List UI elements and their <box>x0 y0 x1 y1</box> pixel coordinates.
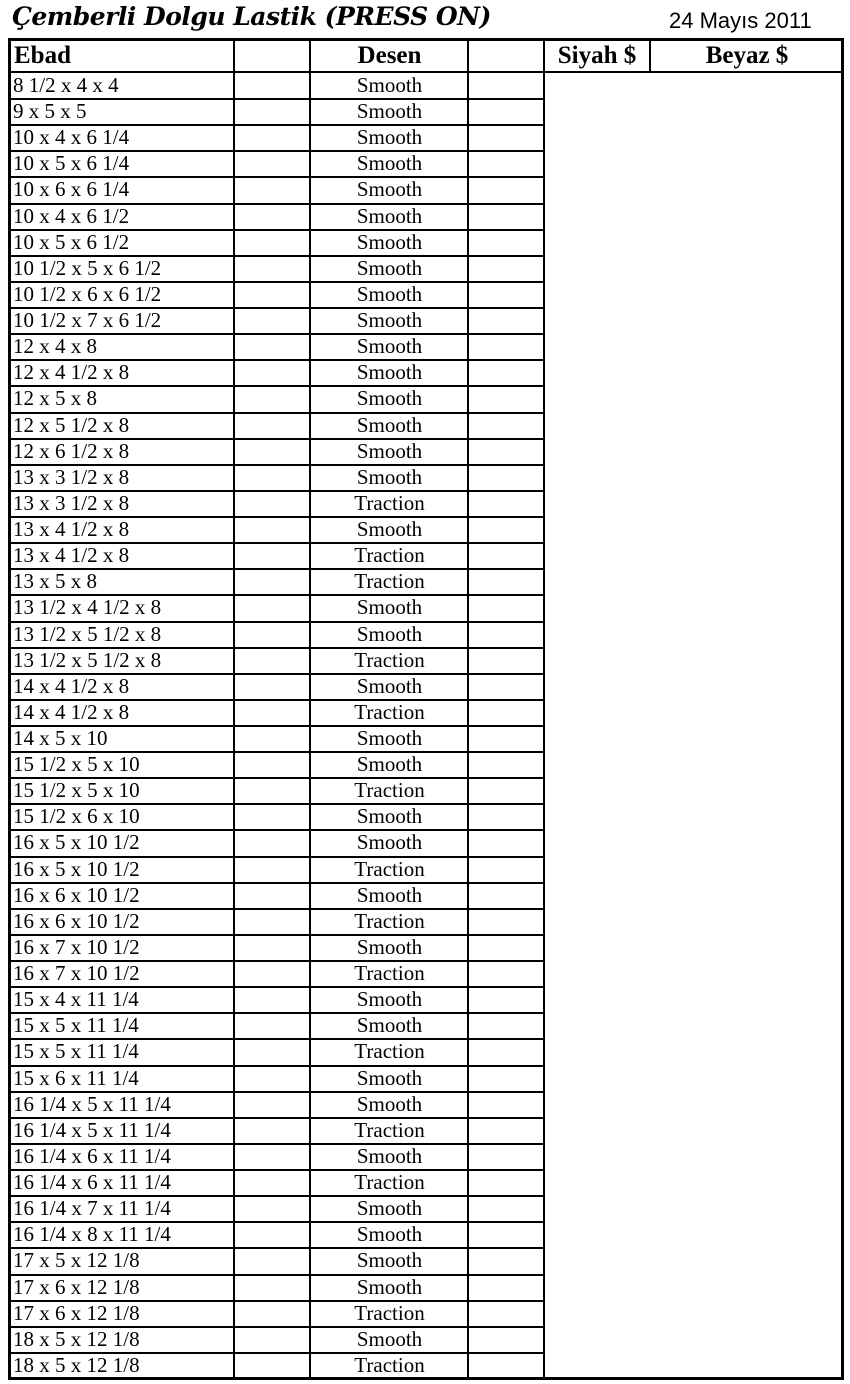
table-cell-ebad: 10 1/2 x 5 x 6 1/2 <box>13 255 162 280</box>
table-cell-desen: Smooth <box>356 229 423 254</box>
table-cell-ebad: 12 x 4 x 8 <box>13 334 97 359</box>
table-cell-ebad: 10 x 5 x 6 1/2 <box>13 229 130 254</box>
divider-before-siyah <box>543 40 545 1378</box>
table-cell-ebad: 18 x 5 x 12 1/8 <box>13 1326 140 1351</box>
table-cell-ebad: 13 x 3 1/2 x 8 <box>13 490 130 515</box>
table-cell-desen: Smooth <box>356 752 423 777</box>
table-cell-ebad: 16 1/4 x 7 x 11 1/4 <box>13 1196 171 1221</box>
table-cell-ebad: 10 x 6 x 6 1/4 <box>13 177 130 202</box>
table-cell-desen: Traction <box>354 1170 425 1195</box>
table-cell-ebad: 16 1/4 x 8 x 11 1/4 <box>13 1222 171 1247</box>
table-cell-desen: Traction <box>354 647 425 672</box>
divider-after-ebad <box>233 40 235 1378</box>
table-cell-desen: Smooth <box>356 934 423 959</box>
table-cell-desen: Traction <box>354 569 425 594</box>
table-cell-desen: Traction <box>354 1117 425 1142</box>
page-title: Çemberli Dolgu Lastik (PRESS ON) <box>12 2 491 31</box>
column-header-desen: Desen <box>357 42 422 69</box>
table-cell-ebad: 13 1/2 x 5 1/2 x 8 <box>13 647 162 672</box>
table-cell-desen: Smooth <box>356 987 423 1012</box>
column-header-beyaz: Beyaz $ <box>705 42 789 69</box>
table-cell-ebad: 10 x 5 x 6 1/4 <box>13 151 130 176</box>
table-cell-ebad: 12 x 5 x 8 <box>13 386 97 411</box>
table-cell-ebad: 16 1/4 x 5 x 11 1/4 <box>13 1091 171 1116</box>
table-cell-ebad: 9 x 5 x 5 <box>13 99 87 124</box>
table-cell-desen: Smooth <box>356 1326 423 1351</box>
table-cell-desen: Smooth <box>356 1013 423 1038</box>
table-cell-ebad: 15 1/2 x 5 x 10 <box>13 778 140 803</box>
table-cell-ebad: 16 x 6 x 10 1/2 <box>13 882 140 907</box>
table-cell-desen: Smooth <box>356 73 423 97</box>
table-cell-desen: Smooth <box>356 830 423 855</box>
table-cell-desen: Smooth <box>356 177 423 202</box>
table-cell-desen: Smooth <box>356 203 423 228</box>
table-cell-ebad: 12 x 6 1/2 x 8 <box>13 438 130 463</box>
table-cell-ebad: 16 1/4 x 6 x 11 1/4 <box>13 1143 171 1168</box>
table-cell-desen: Smooth <box>356 517 423 542</box>
table-cell-desen: Smooth <box>356 308 423 333</box>
table-cell-desen: Smooth <box>356 438 423 463</box>
table-cell-ebad: 17 x 6 x 12 1/8 <box>13 1300 140 1325</box>
table-cell-desen: Traction <box>354 543 425 568</box>
table-cell-desen: Traction <box>354 1039 425 1064</box>
table-cell-ebad: 13 1/2 x 5 1/2 x 8 <box>13 621 162 646</box>
table-cell-ebad: 10 1/2 x 7 x 6 1/2 <box>13 308 162 333</box>
document-date: 24 Mayıs 2011 <box>669 8 812 33</box>
table-cell-ebad: 13 x 4 1/2 x 8 <box>13 517 130 542</box>
table-cell-desen: Smooth <box>356 1248 423 1273</box>
table-cell-ebad: 17 x 5 x 12 1/8 <box>13 1248 140 1273</box>
table-cell-ebad: 16 1/4 x 6 x 11 1/4 <box>13 1170 171 1195</box>
table-cell-desen: Smooth <box>356 464 423 489</box>
table-cell-ebad: 10 x 4 x 6 1/2 <box>13 203 130 228</box>
table-cell-desen: Smooth <box>356 673 423 698</box>
table-cell-ebad: 16 x 5 x 10 1/2 <box>13 830 140 855</box>
table-cell-ebad: 12 x 5 1/2 x 8 <box>13 412 130 437</box>
table-cell-desen: Traction <box>354 908 425 933</box>
table-cell-desen: Smooth <box>356 255 423 280</box>
table-cell-desen: Smooth <box>356 1091 423 1116</box>
table-cell-ebad: 16 x 7 x 10 1/2 <box>13 961 140 986</box>
table-cell-ebad: 16 1/4 x 5 x 11 1/4 <box>13 1117 171 1142</box>
table-cell-ebad: 13 x 4 1/2 x 8 <box>13 543 130 568</box>
table-cell-ebad: 14 x 5 x 10 <box>13 726 108 750</box>
table-cell-desen: Smooth <box>356 882 423 907</box>
table-cell-desen: Smooth <box>356 1274 423 1299</box>
table-cell-desen: Smooth <box>356 125 423 150</box>
table-cell-ebad: 16 x 5 x 10 1/2 <box>13 856 140 881</box>
column-header-ebad: Ebad <box>14 42 71 69</box>
table-cell-desen: Smooth <box>356 1196 423 1221</box>
table-cell-ebad: 18 x 5 x 12 1/8 <box>13 1352 140 1377</box>
table-cell-ebad: 12 x 4 1/2 x 8 <box>13 360 130 385</box>
table-cell-ebad: 13 x 5 x 8 <box>13 569 97 594</box>
table-cell-desen: Smooth <box>356 621 423 646</box>
table-cell-ebad: 15 x 6 x 11 1/4 <box>13 1065 139 1090</box>
table-cell-ebad: 10 x 4 x 6 1/4 <box>13 125 130 150</box>
table-cell-desen: Smooth <box>356 412 423 437</box>
table-cell-desen: Smooth <box>356 726 423 750</box>
table-cell-desen: Traction <box>354 1300 425 1325</box>
table-cell-ebad: 14 x 4 1/2 x 8 <box>13 673 130 698</box>
table-cell-desen: Traction <box>354 778 425 803</box>
table-cell-ebad: 13 1/2 x 4 1/2 x 8 <box>13 595 162 620</box>
table-cell-desen: Smooth <box>356 151 423 176</box>
table-cell-ebad: 15 x 5 x 11 1/4 <box>13 1013 139 1038</box>
table-cell-ebad: 15 x 5 x 11 1/4 <box>13 1039 139 1064</box>
table-cell-desen: Smooth <box>356 281 423 306</box>
column-header-siyah: Siyah $ <box>557 42 637 69</box>
table-cell-desen: Smooth <box>356 334 423 359</box>
table-cell-ebad: 16 x 7 x 10 1/2 <box>13 934 140 959</box>
table-cell-ebad: 8 1/2 x 4 x 4 <box>13 73 119 97</box>
table-cell-ebad: 14 x 4 1/2 x 8 <box>13 699 130 724</box>
table-cell-ebad: 10 1/2 x 6 x 6 1/2 <box>13 281 162 306</box>
table-cell-ebad: 16 x 6 x 10 1/2 <box>13 908 140 933</box>
table-cell-desen: Traction <box>354 961 425 986</box>
table-cell-desen: Smooth <box>356 386 423 411</box>
table-cell-desen: Smooth <box>356 595 423 620</box>
table-cell-desen: Smooth <box>356 1065 423 1090</box>
table-cell-desen: Traction <box>354 699 425 724</box>
table-cell-desen: Smooth <box>356 360 423 385</box>
table-cell-desen: Smooth <box>356 804 423 829</box>
table-cell-desen: Smooth <box>356 1222 423 1247</box>
table-cell-ebad: 17 x 6 x 12 1/8 <box>13 1274 140 1299</box>
table-cell-desen: Traction <box>354 490 425 515</box>
table-cell-ebad: 15 x 4 x 11 1/4 <box>13 987 139 1012</box>
table-cell-ebad: 15 1/2 x 6 x 10 <box>13 804 140 829</box>
table-cell-desen: Traction <box>354 856 425 881</box>
table-cell-ebad: 13 x 3 1/2 x 8 <box>13 464 130 489</box>
table-cell-desen: Smooth <box>356 99 423 124</box>
table-cell-desen: Traction <box>354 1352 425 1377</box>
table-cell-desen: Smooth <box>356 1143 423 1168</box>
table-cell-ebad: 15 1/2 x 5 x 10 <box>13 752 140 777</box>
